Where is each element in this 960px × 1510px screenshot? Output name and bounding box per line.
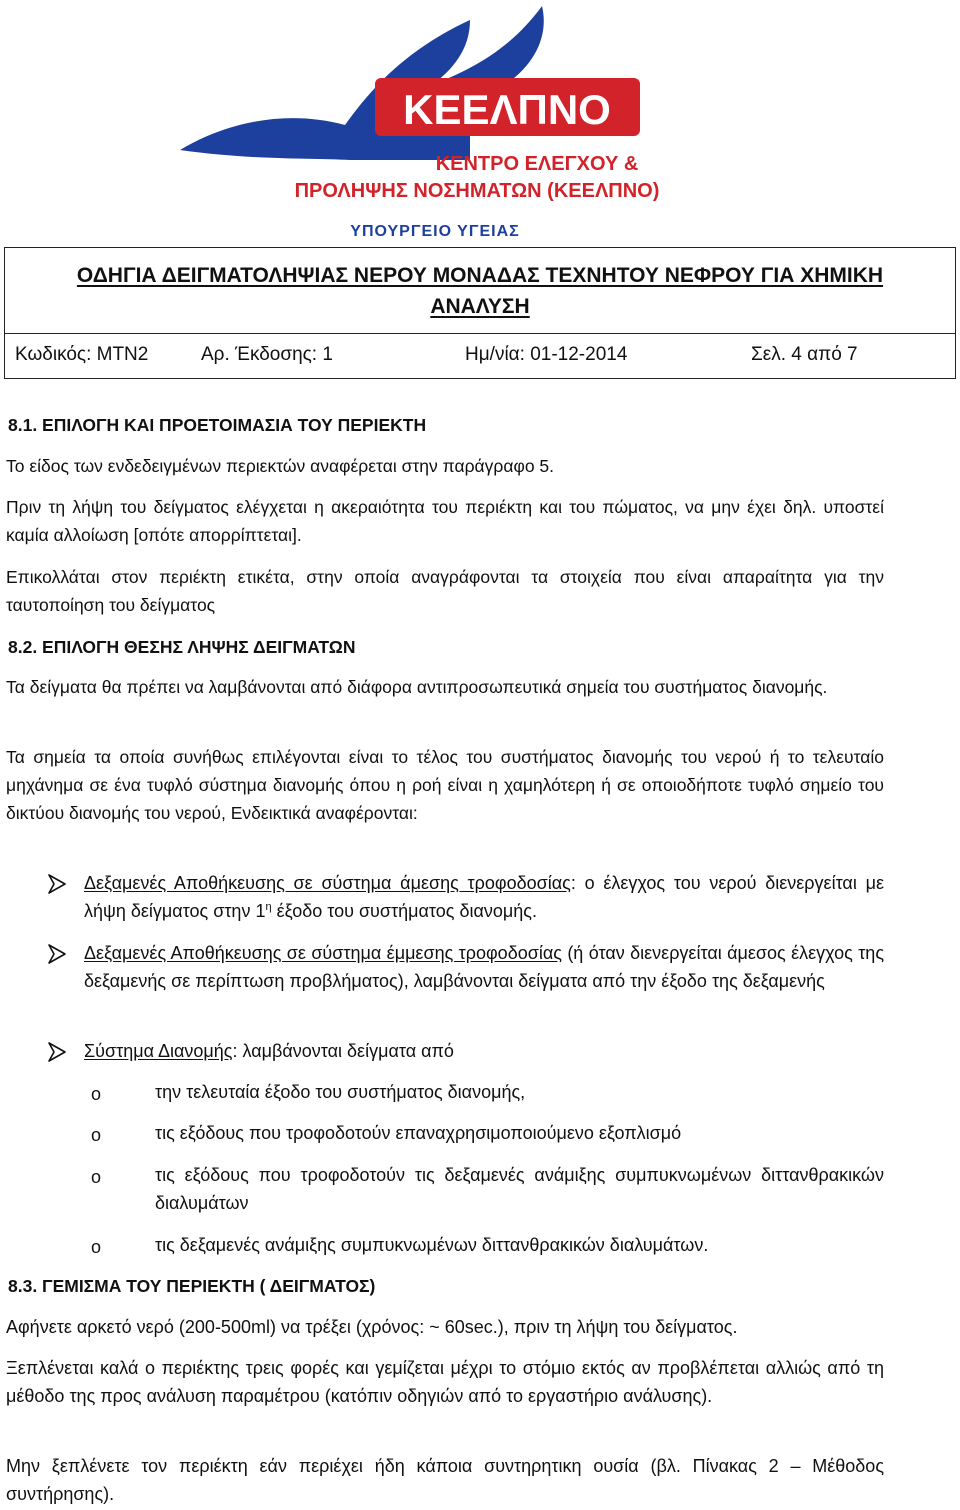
- bullet-indirect-feed-tanks: Δεξαμενές Αποθήκευσης σε σύστημα έμμεσης τροφοδοσίας (ή όταν διενεργείται άμεσος έλεγχος της δεξαμενής σε περίπτωση προβλήματος), λαμβάνονται δείγματα από την έξοδο της δεξαμενής: [84, 943, 884, 991]
- sub-item-3: τις εξόδους που τροφοδοτούν τις δεξαμενές ανάμιξης συμπυκνωμένων διττανθρακικών διαλυμάτων: [155, 1165, 884, 1213]
- document-title: ΟΔΗΓΙΑ ΔΕΙΓΜΑΤΟΛΗΨΙΑΣ ΝΕΡΟΥ ΜΟΝΑΔΑΣ ΤΕΧΝΗΤΟΥ ΝΕΦΡΟΥ ΓΙΑ ΧΗΜΙΚΗ ΑΝΑΛΥΣΗ: [5, 248, 955, 334]
- bullet-term: Δεξαμενές Αποθήκευσης σε σύστημα έμμεσης τροφοδοσίας: [84, 943, 562, 963]
- doc-edition: Αρ. Έκδοσης: 1: [201, 344, 333, 365]
- logo: [0, 0, 960, 248]
- doc-page-number: Σελ. 4 από 7: [751, 344, 858, 365]
- sub-bullet-marker: o: [91, 1167, 102, 1187]
- sub-item-4: τις δεξαμενές ανάμιξης συμπυκνωμένων διττανθρακικών διαλυμάτων.: [155, 1235, 709, 1255]
- section-8-2-paragraph-1: Τα δείγματα θα πρέπει να λαμβάνονται από διάφορα αντιπροσωπευτικά σημεία του συστήματος διανομής.: [6, 677, 828, 697]
- sub-item-2: τις εξόδους που τροφοδοτούν επαναχρησιμοποιούμενο εξοπλισμό: [155, 1123, 682, 1143]
- document-meta: [5, 334, 955, 378]
- section-8-1-paragraph-1: Το είδος των ενδεδειγμένων περιεκτών αναφέρεται στην παράγραφο 5.: [6, 456, 555, 476]
- logo-subtitle-1: ΚΕΝΤΡΟ ΕΛΕΓΧΟΥ &: [435, 153, 639, 175]
- document-header: [4, 247, 956, 379]
- arrow-bullet-icon: [46, 873, 68, 895]
- section-8-3-heading: 8.3. ΓΕΜΙΣΜΑ ΤΟΥ ΠΕΡΙΕΚΤΗ ( ΔΕΙΓΜΑΤΟΣ): [8, 1276, 376, 1296]
- bullet-distribution-system: Σύστημα Διανομής: λαμβάνονται δείγματα από: [84, 1041, 454, 1061]
- doc-date: Ημ/νία: 01-12-2014: [465, 344, 628, 365]
- section-8-1-paragraph-3: Επικολλάται στον περιέκτη ετικέτα, στην οποία αναγράφονται τα στοιχεία που είναι απαραίτητα για την ταυτοποίηση του δείγματος: [6, 567, 884, 615]
- sub-bullet-marker: o: [91, 1084, 102, 1104]
- section-8-3-paragraph-2: Ξεπλένεται καλά ο περιέκτης τρεις φορές και γεμίζεται μέχρι το στόμιο εκτός αν προβλέπεται αλλιώς από τη μέθοδο της προς ανάλυση παραμέτρου (κατόπιν οδηγιών από το εργαστήριο ανάλυσης).: [6, 1358, 884, 1406]
- section-8-2-paragraph-2: Τα σημεία τα οποία συνήθως επιλέγονται είναι το τέλος του συστήματος διανομής του νερού ή το τελευταίο μηχάνημα σε ένα τυφλό σύστημα διανομής όπου η ροή είναι η χαμηλότερη ή σε οποιοδήποτε τυφλό σημείο του δικτύου διανομής του νερού, Ενδεικτικά αναφέρονται:: [6, 747, 884, 823]
- bullet-term: Δεξαμενές Αποθήκευσης σε σύστημα άμεσης τροφοδοσίας: [84, 873, 571, 893]
- sub-item-1: την τελευταία έξοδο του συστήματος διανομής,: [155, 1082, 526, 1102]
- doc-code: Κωδικός: ΜΤΝ2: [15, 344, 149, 365]
- sub-bullet-marker: o: [91, 1125, 102, 1145]
- section-8-1-paragraph-2: Πριν τη λήψη του δείγματος ελέγχεται η ακεραιότητα του περιέκτη και του πώματος, να μην έχει δηλ. υποστεί καμία αλλοίωση [οπότε απορρίπτεται].: [6, 497, 884, 545]
- logo-org-name: ΚΕΕΛΠΝΟ: [403, 86, 611, 133]
- sub-bullet-marker: o: [91, 1237, 102, 1257]
- section-8-3-paragraph-3: Μην ξεπλένετε τον περιέκτη εάν περιέχει ήδη κάποια συντηρητικη ουσία (βλ. Πίνακας 2 – Μέθοδος συντήρησης).: [6, 1456, 884, 1504]
- section-8-2-heading: 8.2. ΕΠΙΛΟΓΗ ΘΕΣΗΣ ΛΗΨΗΣ ΔΕΙΓΜΑΤΩΝ: [8, 637, 356, 657]
- section-8-1-heading: 8.1. ΕΠΙΛΟΓΗ ΚΑΙ ΠΡΟΕΤΟΙΜΑΣΙΑ ΤΟΥ ΠΕΡΙΕΚΤΗ: [8, 415, 427, 435]
- bullet-direct-feed-tanks: Δεξαμενές Αποθήκευσης σε σύστημα άμεσης τροφοδοσίας: ο έλεγχος του νερού διενεργείται με λήψη δείγματος στην $1^\eta$ έξοδο του συστήματος διανομής.: [84, 873, 884, 921]
- section-8-3-paragraph-1: Αφήνετε αρκετό νερό (200-500ml) να τρέξει (χρόνος: ~ 60sec.), πριν τη λήψη του δείγματος.: [6, 1317, 738, 1337]
- bullet-term: Σύστημα Διανομής: [84, 1041, 233, 1061]
- logo-ministry: ΥΠΟΥΡΓΕΙΟ ΥΓΕΙΑΣ: [350, 223, 520, 240]
- arrow-bullet-icon: [46, 1041, 68, 1063]
- arrow-bullet-icon: [46, 943, 68, 965]
- keelpno-logo: [170, 0, 730, 245]
- logo-subtitle-2: ΠΡΟΛΗΨΗΣ ΝΟΣΗΜΑΤΩΝ (ΚΕΕΛΠΝΟ): [294, 180, 660, 202]
